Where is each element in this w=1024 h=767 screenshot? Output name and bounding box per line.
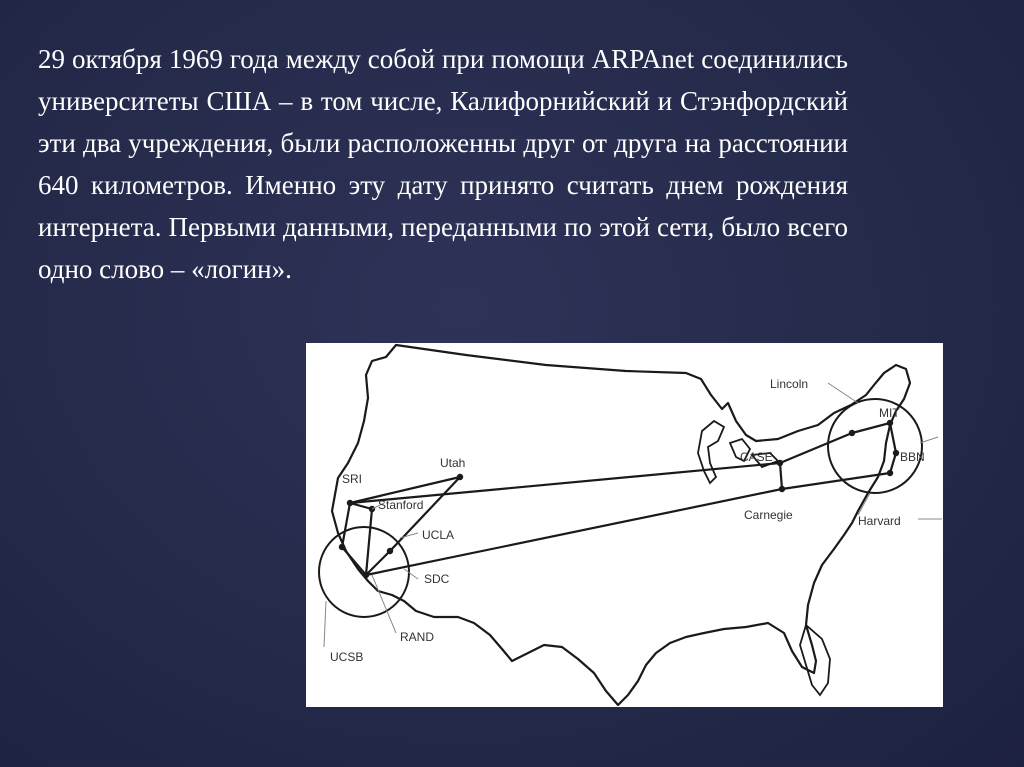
node-ucsb [339,544,345,550]
label-ucsb: UCSB [330,650,364,664]
label-carnegie: Carnegie [744,508,793,522]
node-lincoln [849,430,855,436]
node-harvard [887,470,893,476]
us-map-diagram [306,343,943,707]
slide-paragraph: 29 октября 1969 года между собой при помощи ARPAnet соединились университеты США – в том числе, Калифорнийский и Стэнфордский эти два учреждения, были расположенны друг от друга на расстоянии 640 километров. Именно эту дату принято считать днем рождения интернета. Первыми данными, переданными по этой сети, было всего одно слово – «логин». [38,44,848,284]
label-rand: RAND [400,630,435,644]
label-mit: MIT [879,406,900,420]
us-outline [332,345,910,705]
node-case [777,460,783,466]
label-lincoln: Lincoln [770,377,809,391]
label-case: CASE [740,450,773,464]
label-bbn: BBN [900,450,925,464]
arpanet-map [306,343,943,707]
node-carnegie [779,486,785,492]
node-utah [457,474,463,480]
node-sri [347,500,353,506]
east-coast-circle [828,399,922,493]
node-sdc [363,572,369,578]
label-sri: SRI [342,472,363,486]
label-ucla: UCLA [422,528,455,542]
leader-lines [324,383,942,647]
node-mit [887,420,893,426]
label-harvard: Harvard [858,514,901,528]
label-utah: Utah [440,456,466,470]
label-stanford: Stanford [378,498,424,512]
label-sdc: SDC [424,572,450,586]
network-links [342,423,896,575]
node-ucla [387,548,393,554]
node-bbn [893,450,899,456]
